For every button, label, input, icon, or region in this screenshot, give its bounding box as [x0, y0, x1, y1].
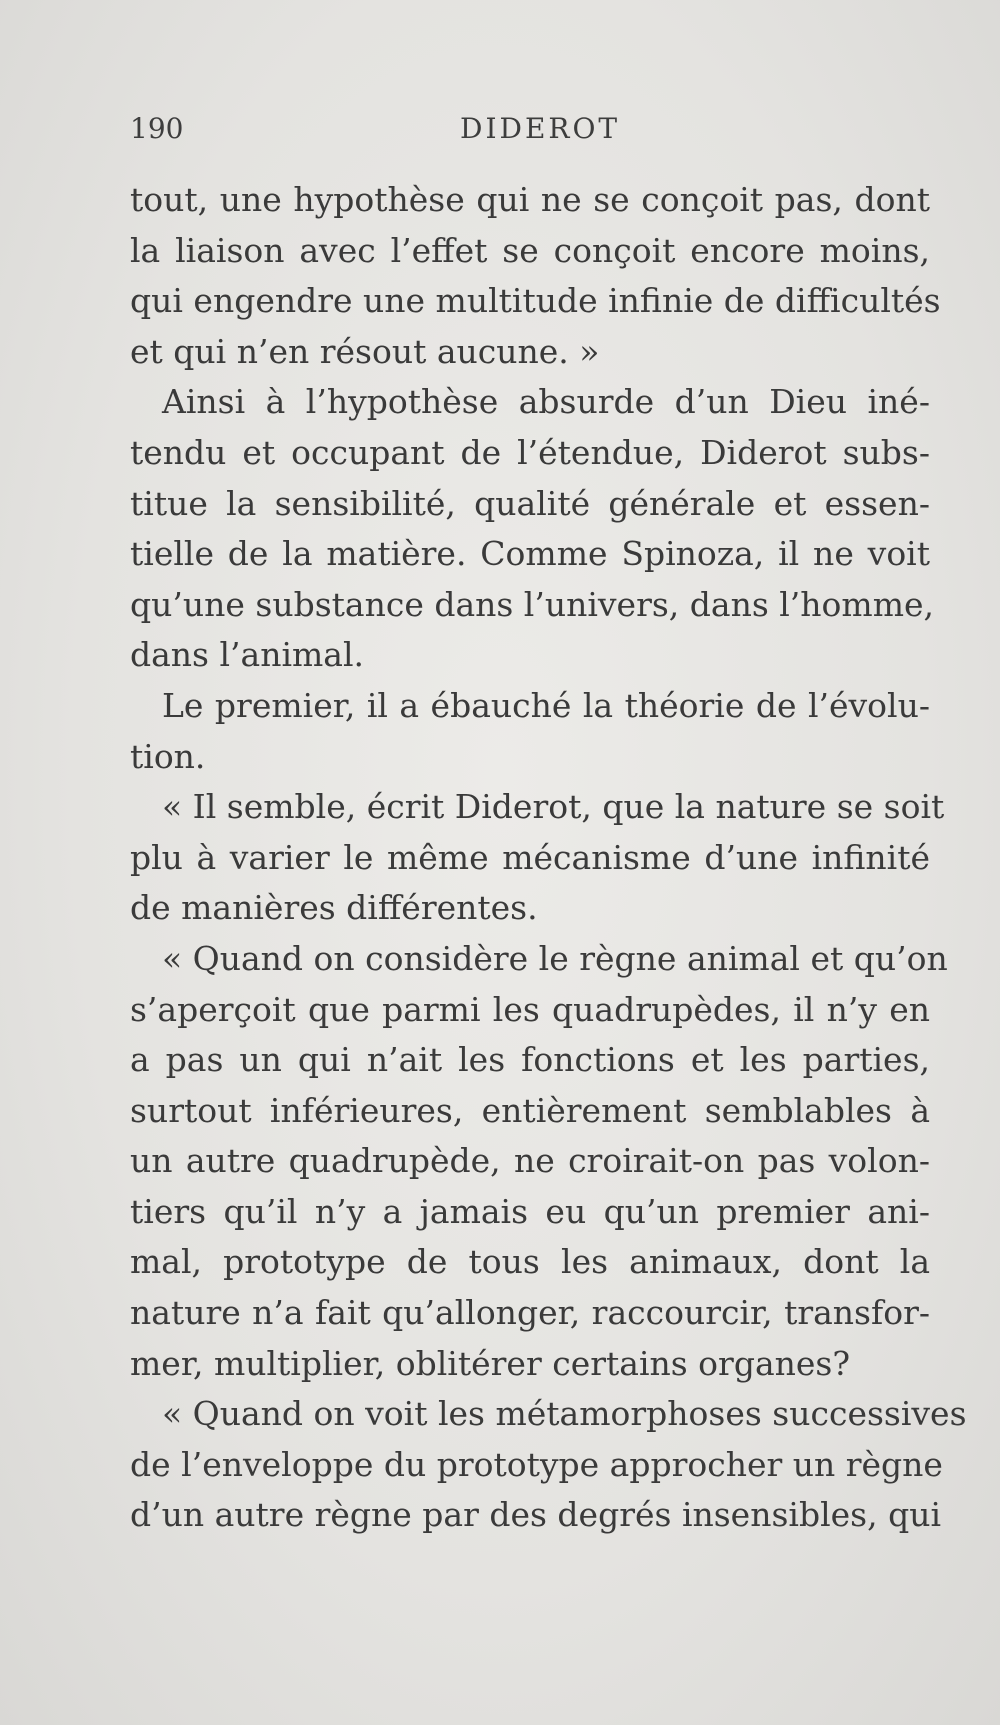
text-line: surtout inférieures, entièrement semblables à	[130, 1090, 930, 1130]
text-line: qui engendre une multitude infinie de difficultés	[130, 281, 941, 321]
text-line: Ainsi à l’hypothèse absurde d’un Dieu iné-	[162, 382, 930, 422]
text-line: de manières différentes.	[130, 888, 538, 928]
text-line: Le premier, il a ébauché la théorie de l’évolu-	[162, 685, 930, 725]
text-line: titue la sensibilité, qualité générale et essen-	[130, 483, 930, 523]
page-number: 190	[130, 112, 184, 145]
text-line: mal, prototype de tous les animaux, dont la	[130, 1242, 930, 1282]
text-line: tion.	[130, 736, 206, 776]
text-line: a pas un qui n’ait les fonctions et les parties,	[130, 1040, 930, 1080]
text-line: tout, une hypothèse qui ne se conçoit pas, dont	[130, 180, 930, 219]
body-text	[130, 175, 967, 1541]
text-line: qu’une substance dans l’univers, dans l’homme,	[130, 584, 935, 624]
text-line: plu à varier le même mécanisme d’une infinité	[130, 837, 930, 877]
running-head	[130, 112, 930, 152]
text-line: de l’enveloppe du prototype approcher un règne	[130, 1444, 943, 1484]
text-line: nature n’a fait qu’allonger, raccourcir, transfor-	[130, 1293, 930, 1333]
text-line: tiers qu’il n’y a jamais eu qu’un premier ani-	[130, 1191, 930, 1231]
text-line: mer, multiplier, oblitérer certains organes?	[130, 1343, 851, 1383]
text-line: s’aperçoit que parmi les quadrupèdes, il n’y en	[130, 989, 930, 1029]
text-line: tendu et occupant de l’étendue, Diderot subs-	[130, 432, 930, 472]
text-line: tielle de la matière. Comme Spinoza, il ne voit	[130, 534, 930, 574]
text-line: un autre quadrupède, ne croirait-on pas volon-	[130, 1141, 930, 1181]
running-title: DIDEROT	[460, 112, 621, 145]
text-line: la liaison avec l’effet se conçoit encore moins,	[130, 230, 930, 270]
text-line: « Quand on considère le règne animal et qu’on	[162, 938, 948, 978]
text-line: dans l’animal.	[130, 635, 365, 675]
text-line: et qui n’en résout aucune. »	[130, 331, 600, 371]
text-line: « Il semble, écrit Diderot, que la nature se soit	[162, 787, 945, 827]
text-line: d’un autre règne par des degrés insensibles, qui	[130, 1495, 942, 1535]
text-line: « Quand on voit les métamorphoses successives	[162, 1394, 967, 1434]
